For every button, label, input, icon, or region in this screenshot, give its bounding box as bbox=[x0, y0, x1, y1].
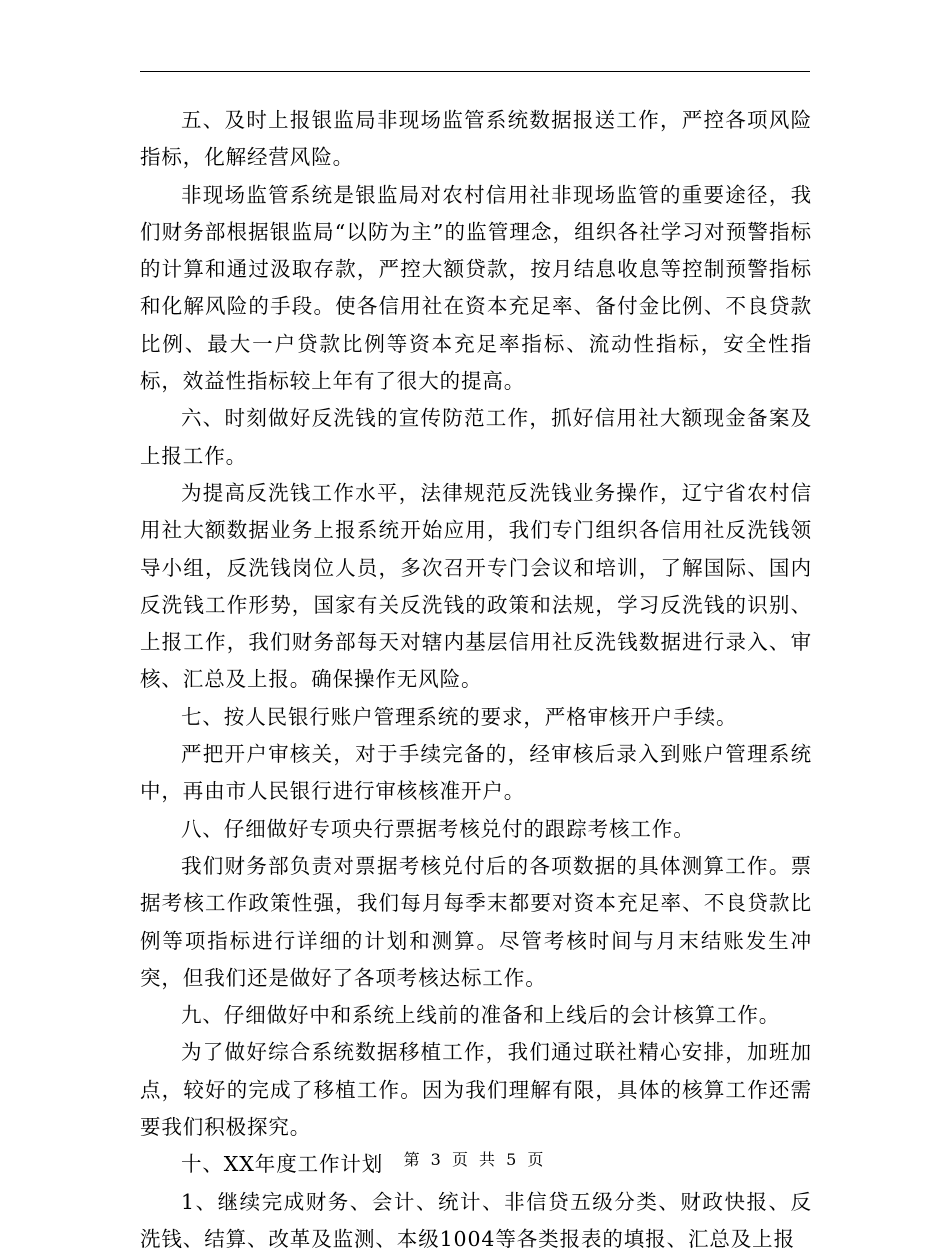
plan-item-1: 1、继续完成财务、会计、统计、非信贷五级分类、财政快报、反洗钱、结算、改革及监测、本级1004等各类报表的填报、汇总及上报 bbox=[140, 1189, 812, 1251]
document-body bbox=[140, 102, 812, 1258]
header-rule bbox=[140, 71, 810, 72]
paragraph-account-review: 严把开户审核关，对于手续完备的，经审核后录入到账户管理系统中，再由市人民银行进行审核核准开户。 bbox=[140, 742, 812, 804]
paragraph-anti-money-laundering: 为提高反洗钱工作水平，法律规范反洗钱业务操作，辽宁省农村信用社大额数据业务上报系统开始应用，我们专门组织各信用社反洗钱领导小组，反洗钱岗位人员，多次召开专门会议和培训，了解国际、国内反洗钱工作形势，国家有关反洗钱的政策和法规，学习反洗钱的识别、上报工作，我们财务部每天对辖内基层信用社反洗钱数据进行录入、审核、汇总及上报。确保操作无风险。 bbox=[140, 480, 812, 692]
heading-nine: 九、仔细做好中和系统上线前的准备和上线后的会计核算工作。 bbox=[181, 1003, 781, 1028]
heading-seven: 七、按人民银行账户管理系统的要求，严格审核开户手续。 bbox=[181, 704, 738, 729]
page-footer: 第 3 页 共 5 页 bbox=[403, 1150, 547, 1169]
heading-eight: 八、仔细做好专项央行票据考核兑付的跟踪考核工作。 bbox=[181, 816, 695, 841]
paragraph-data-migration: 为了做好综合系统数据移植工作，我们通过联社精心安排，加班加点，较好的完成了移植工作。因为我们理解有限，具体的核算工作还需要我们积极探究。 bbox=[140, 1040, 812, 1140]
heading-six: 六、时刻做好反洗钱的宣传防范工作，抓好信用社大额现金备案及上报工作。 bbox=[140, 406, 812, 468]
paragraph-offsite-supervision: 非现场监管系统是银监局对农村信用社非现场监管的重要途径，我们财务部根据银监局“以防为主”的监管理念，组织各社学习对预警指标的计算和通过汲取存款，严控大额贷款，按月结息收息等控制预警指标和化解风险的手段。使各信用社在资本充足率、备付金比例、不良贷款比例、最大一户贷款比例等资本充足率指标、流动性指标，安全性指标，效益性指标较上年有了很大的提高。 bbox=[140, 182, 812, 394]
heading-five: 五、及时上报银监局非现场监管系统数据报送工作，严控各项风险指标，化解经营风险。 bbox=[140, 108, 812, 170]
paragraph-bill-assessment: 我们财务部负责对票据考核兑付后的各项数据的具体测算工作。票据考核工作政策性强，我们每月每季末都要对资本充足率、不良贷款比例等项指标进行详细的计划和测算。尽管考核时间与月末结账发生冲突，但我们还是做好了各项考核达标工作。 bbox=[140, 853, 812, 990]
heading-ten: 十、XX年度工作计划 bbox=[181, 1152, 384, 1177]
